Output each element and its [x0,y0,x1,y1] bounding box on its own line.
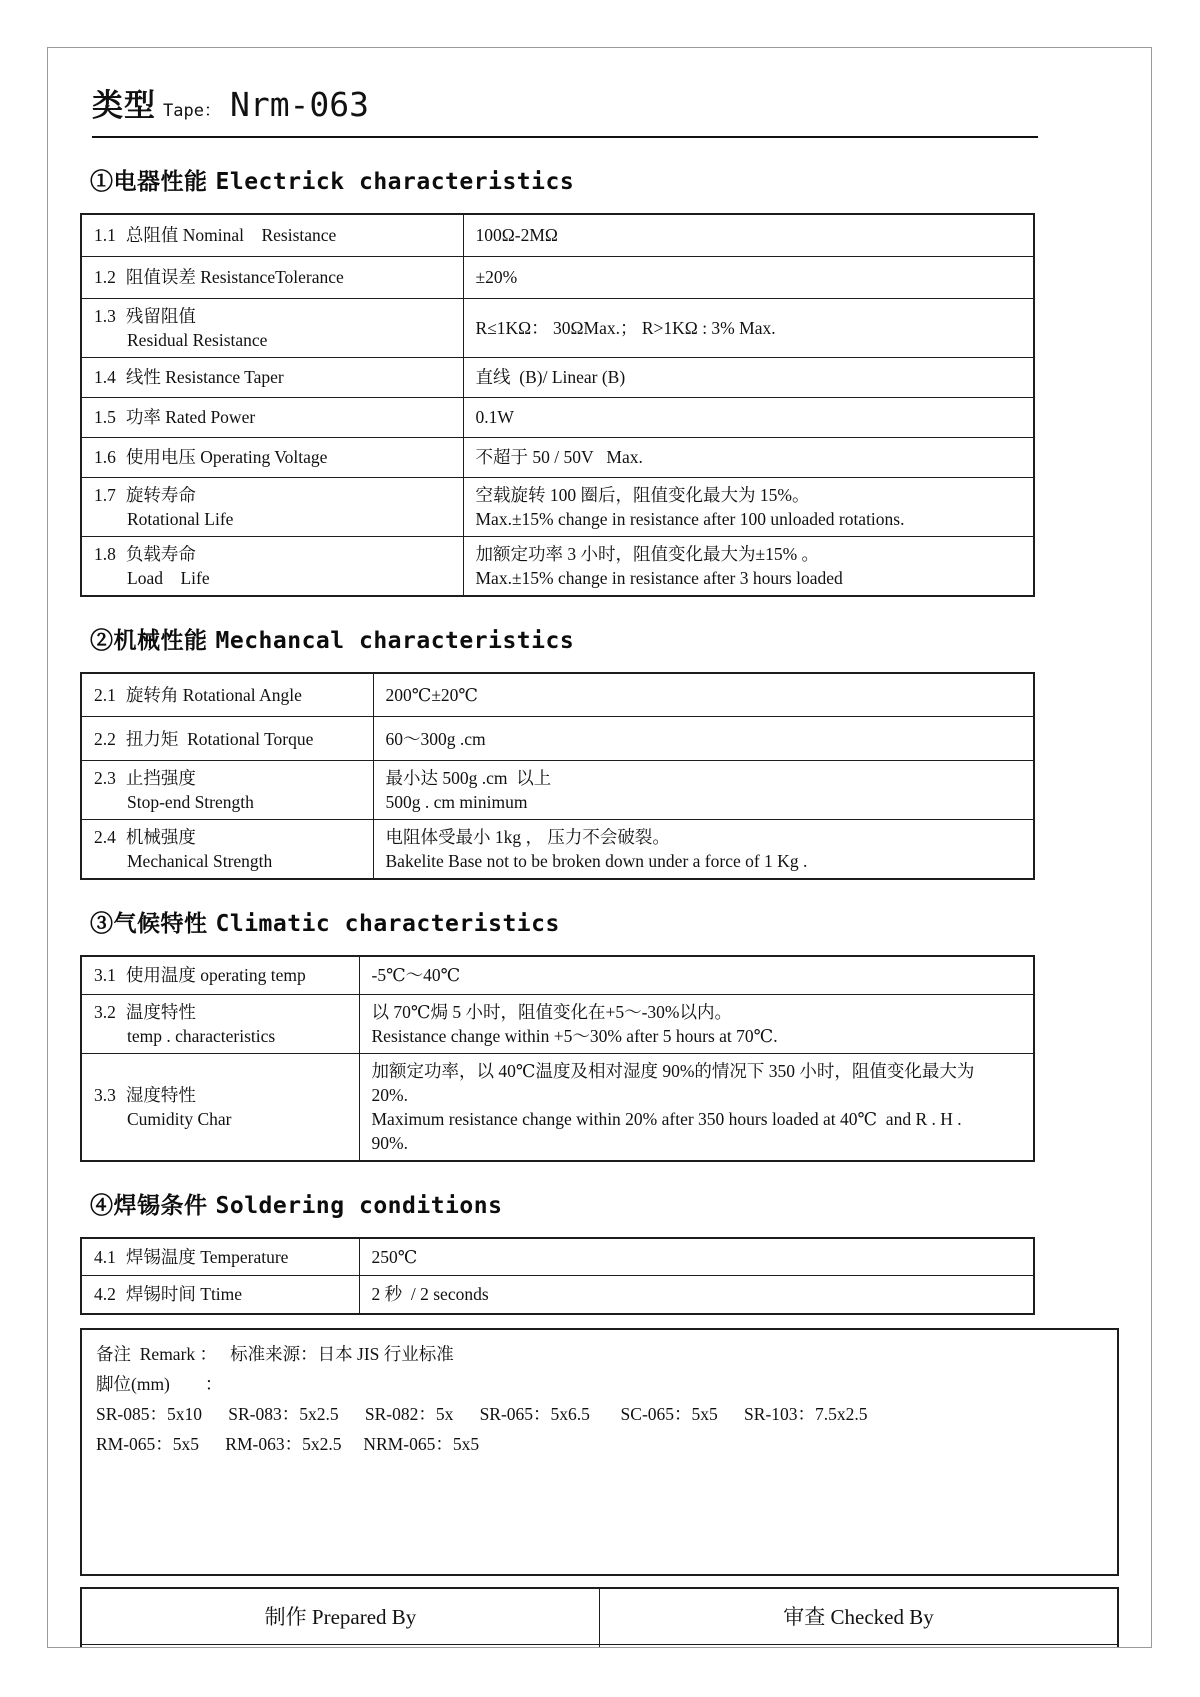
spec-label-cell: 1.6 使用电压 Operating Voltage [81,437,463,477]
spec-label-cell: 1.5 功率 Rated Power [81,397,463,437]
climatic-characteristics-table [80,955,1035,1162]
section-heading-zh: ④焊锡条件 [90,1192,208,1219]
table-row [81,761,1034,820]
table-row [81,1238,1034,1276]
section-heading-mechanical [90,622,1151,655]
spec-value-cell: 250℃ [359,1238,1034,1276]
table-row [81,437,1034,477]
table-row [81,820,1034,880]
section-heading-en: Climatic characteristics [215,911,560,937]
title-rule [92,136,1038,138]
section-heading-en: Mechancal characteristics [215,627,575,654]
electrical-characteristics-table [80,213,1035,597]
spec-value-cell: 100Ω-2MΩ [463,214,1034,256]
spec-value-cell: ±20% [463,256,1034,298]
spec-value-cell: 加额定功率 3 小时，阻值变化最大为±15% 。 Max.±15% change in resistance after 3 hours loaded [463,536,1034,596]
title-tape-label: Tape： [163,101,221,121]
table-row [81,214,1034,256]
spec-value-cell: 以 70℃焗 5 小时，阻值变化在+5～-30%以内。 Resistance change within +5～30% after 5 hours at 70℃. [359,994,1034,1053]
spec-value-cell: -5℃～40℃ [359,956,1034,994]
prepared-by-header: 制作 Prepared By [81,1588,600,1645]
checked-by-signature-cell [600,1645,1119,1649]
table-row [81,717,1034,761]
spec-value-cell: 0.1W [463,397,1034,437]
remark-pin-label: 脚位(mm) ： [96,1373,223,1394]
spec-sheet-page [47,47,1152,1648]
table-row [81,673,1034,717]
spec-label-cell: 2.1 旋转角 Rotational Angle [81,673,373,717]
table-row [81,477,1034,536]
mechanical-characteristics-table [80,672,1035,881]
spec-label-cell: 1.1 总阻值 Nominal Resistance [81,214,463,256]
title-model-number: Nrm-063 [229,85,370,124]
remark-pin-sizes-row2: RM-065：5x5 RM-063：5x2.5 NRM-065：5x5 [96,1433,480,1454]
spec-label-cell: 1.2 阻值误差 ResistanceTolerance [81,256,463,298]
spec-label-cell: 1.4 线性 Resistance Taper [81,357,463,397]
table-row [81,1053,1034,1161]
section-heading-zh: ②机械性能 [90,627,208,654]
table-row [81,256,1034,298]
section-heading-en: Soldering conditions [215,1192,503,1219]
checked-by-header: 审查 Checked By [600,1588,1119,1645]
spec-value-cell: 60～300g .cm [373,717,1034,761]
spec-label-cell: 3.2 温度特性 temp . characteristics [81,994,359,1053]
section-heading-zh: ③气候特性 [90,911,208,937]
spec-value-cell: 加额定功率，以 40℃温度及相对湿度 90%的情况下 350 小时，阻值变化最大为 20%. Maximum resistance change within 20% after 350 hours loaded at 40℃ and R . H . 90%. [359,1053,1034,1161]
prepared-by-signature-cell [81,1645,600,1649]
spec-label-cell: 1.8 负载寿命 Load Life [81,536,463,596]
spec-value-cell: 200℃±20℃ [373,673,1034,717]
spec-label-cell: 1.7 旋转寿命 Rotational Life [81,477,463,536]
table-row [81,397,1034,437]
section-heading-soldering [90,1187,1151,1220]
table-row [81,1645,1118,1649]
table-row [81,994,1034,1053]
spec-label-cell: 3.3 湿度特性 Cumidity Char [81,1053,359,1161]
spec-label-cell: 4.1 焊锡温度 Temperature [81,1238,359,1276]
spec-value-cell: 最小达 500g .cm 以上 500g . cm minimum [373,761,1034,820]
spec-value-cell: R≤1KΩ： 30ΩMax.； R>1KΩ : 3% Max. [463,298,1034,357]
spec-label-cell: 4.2 焊锡时间 Ttime [81,1276,359,1314]
section-heading-zh: ①电器性能 [90,169,208,195]
table-row [81,1588,1118,1645]
spec-value-cell: 电阻体受最小 1kg ， 压力不会破裂。 Bakelite Base not to be broken down under a force of 1 Kg . [373,820,1034,880]
remark-box [80,1328,1119,1576]
spec-label-cell: 2.3 止挡强度 Stop-end Strength [81,761,373,820]
remark-pin-sizes-row1: SR-085：5x10 SR-083：5x2.5 SR-082：5x SR-065：5x6.5 SC-065：5x5 SR-103：7.5x2.5 [96,1403,868,1424]
section-heading-en: Electrick characteristics [215,169,575,195]
soldering-conditions-table [80,1237,1035,1315]
signoff-table [80,1587,1119,1649]
table-row [81,536,1034,596]
spec-label-cell: 2.4 机械强度 Mechanical Strength [81,820,373,880]
table-row [81,298,1034,357]
table-row [81,956,1034,994]
spec-value-cell: 不超于 50 / 50V Max. [463,437,1034,477]
page-title [92,80,1151,125]
section-heading-electrical [90,163,1151,196]
spec-value-cell: 2 秒 / 2 seconds [359,1276,1034,1314]
spec-value-cell: 空载旋转 100 圈后，阻值变化最大为 15%。 Max.±15% change in resistance after 100 unloaded rotations. [463,477,1034,536]
spec-label-cell: 1.3 残留阻值 Residual Resistance [81,298,463,357]
spec-label-cell: 2.2 扭力矩 Rotational Torque [81,717,373,761]
section-heading-climatic [90,905,1151,938]
title-type-zh: 类型 [92,88,156,123]
table-row [81,357,1034,397]
remark-source-line: 备注 Remark ： 标准来源：日本 JIS 行业标准 [96,1343,454,1364]
table-row [81,1276,1034,1314]
spec-value-cell: 直线 (B)/ Linear (B) [463,357,1034,397]
spec-label-cell: 3.1 使用温度 operating temp [81,956,359,994]
